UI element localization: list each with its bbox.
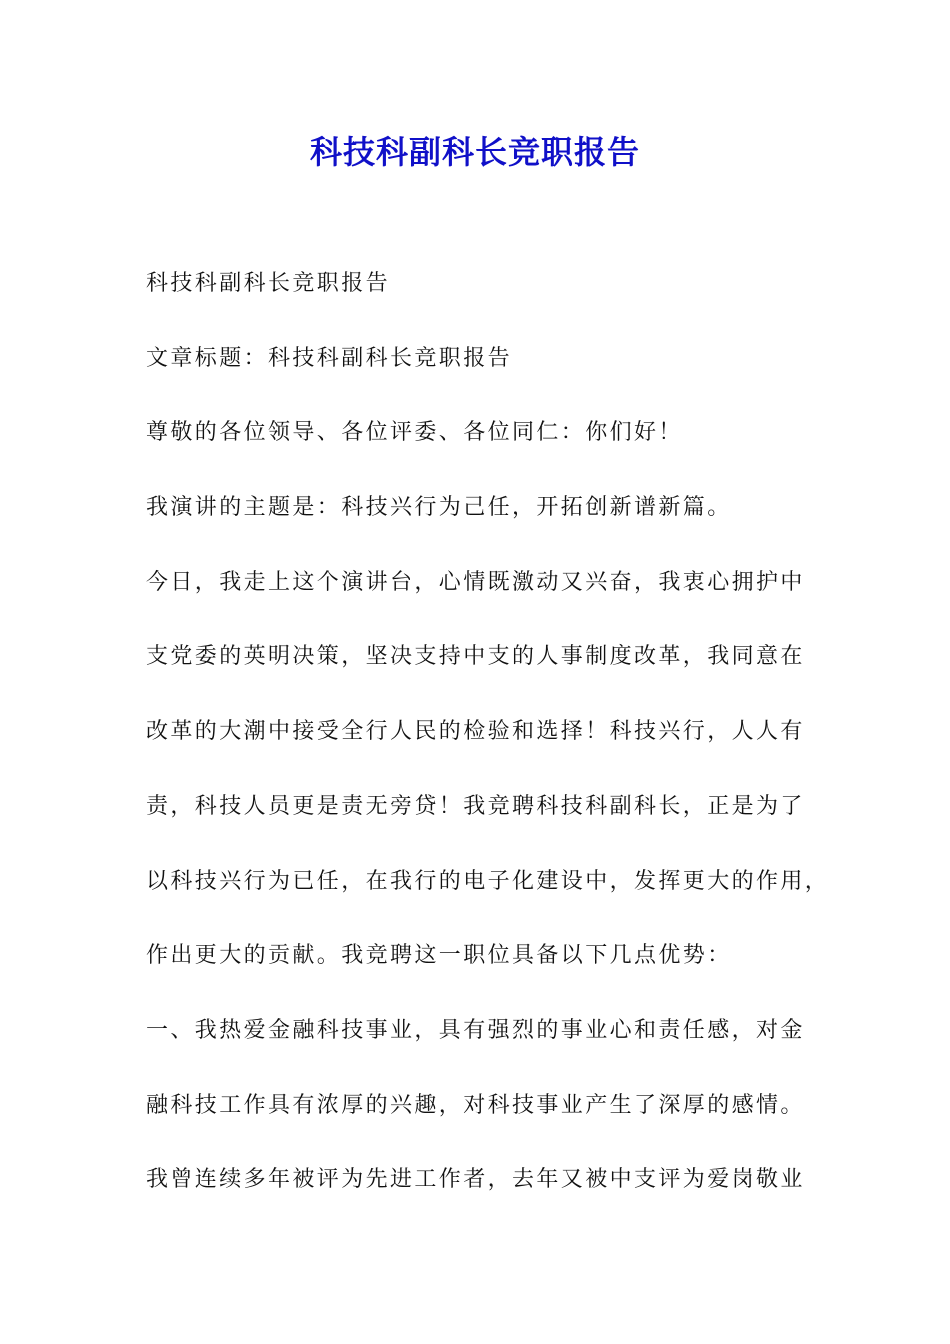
body-line: 作出更大的贡献。我竞聘这一职位具备以下几点优势： (146, 943, 732, 969)
body-line: 以科技兴行为已任，在我行的电子化建设中，发挥更大的作用， (146, 868, 830, 894)
body-line: 融科技工作具有浓厚的兴趣，对科技事业产生了深厚的感情。 (146, 1092, 805, 1118)
body-line: 科技科副科长竞职报告 (146, 271, 391, 296)
body-line: 我曾连续多年被评为先进工作者，去年又被中支评为爱岗敬业 (146, 1167, 805, 1193)
body-line: 责，科技人员更是责无旁贷！我竞聘科技科副科长，正是为了 (146, 793, 805, 819)
body-line: 我演讲的主题是：科技兴行为己任，开拓创新谱新篇。 (146, 495, 732, 521)
body-line: 文章标题：科技科副科长竞职报告 (146, 345, 513, 371)
body-line: 尊敬的各位领导、各位评委、各位同仁：你们好！ (146, 420, 683, 446)
body-line: 支党委的英明决策，坚决支持中支的人事制度改革，我同意在 (146, 644, 805, 670)
body-line: 今日，我走上这个演讲台，心情既激动又兴奋，我衷心拥护中 (146, 569, 805, 595)
body-line: 一、我热爱金融科技事业，具有强烈的事业心和责任感，对金 (146, 1017, 805, 1043)
document-title: 科技科副科长竞职报告 (309, 133, 640, 171)
body-line: 改革的大潮中接受全行人民的检验和选择！科技兴行，人人有 (146, 719, 805, 745)
document-body (146, 262, 836, 1233)
